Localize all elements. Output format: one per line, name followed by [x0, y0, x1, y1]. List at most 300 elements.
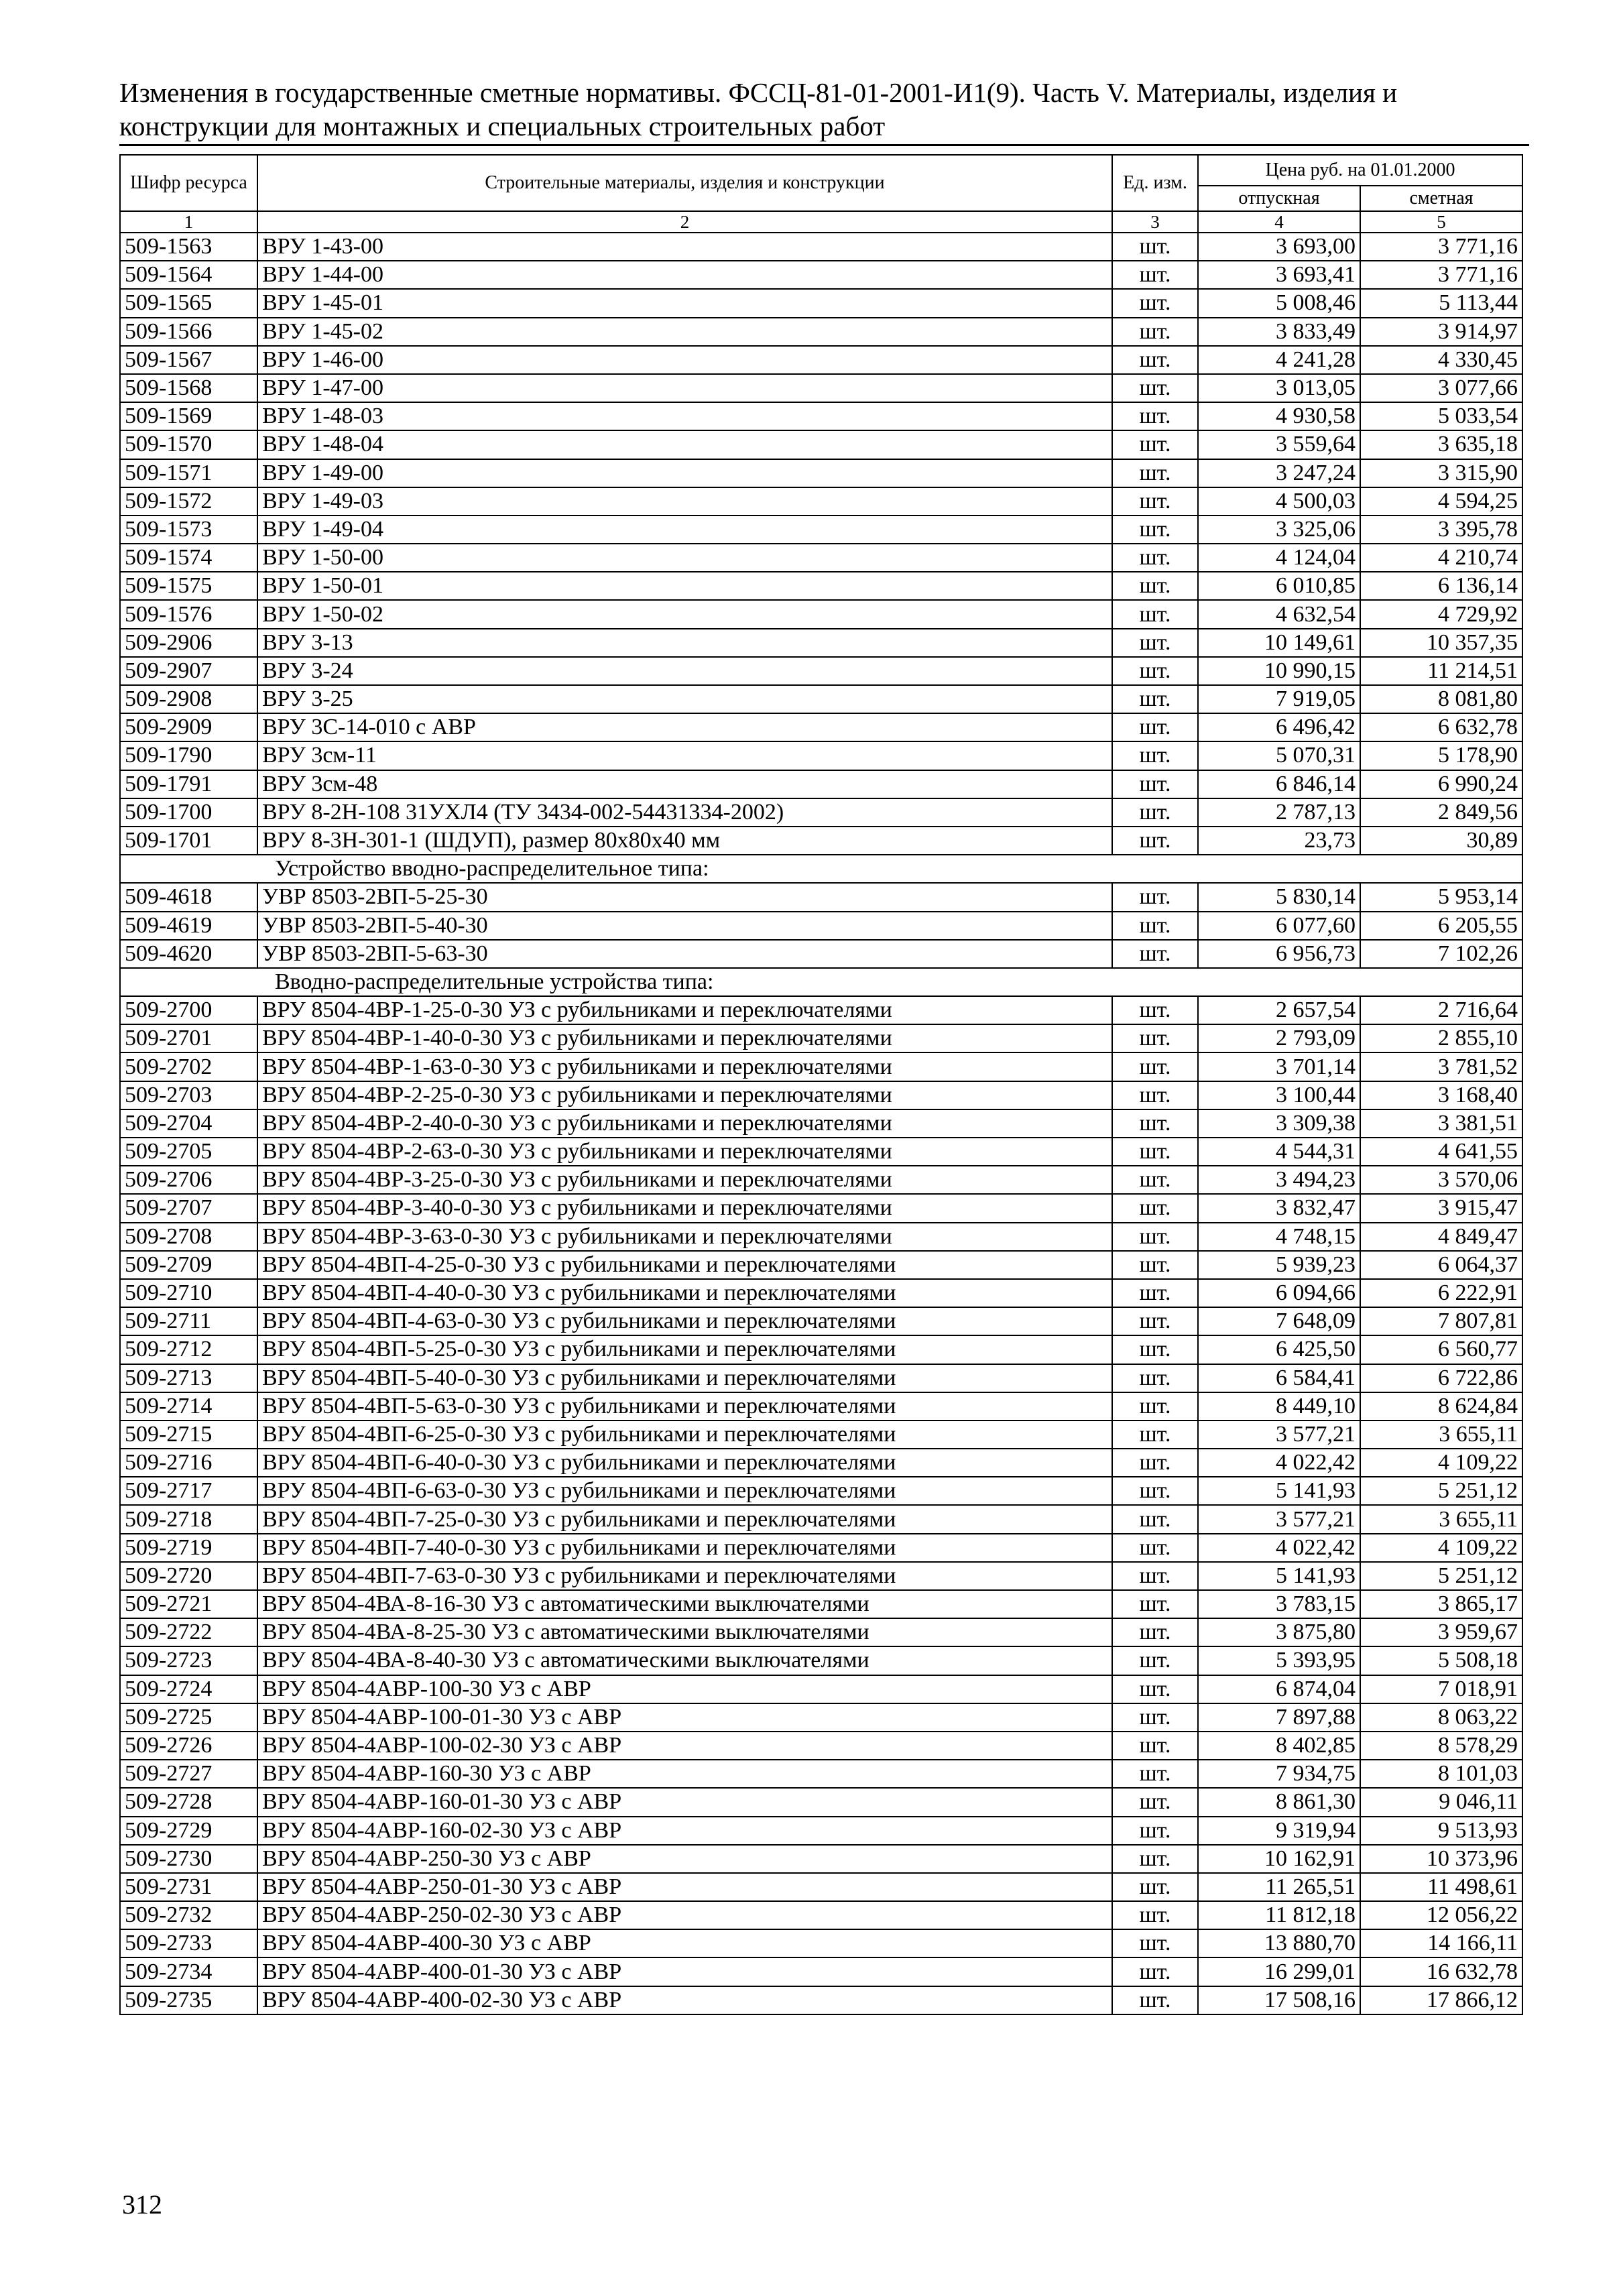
- resource-code-cell: 509-1573: [120, 516, 257, 544]
- unit-cell: шт.: [1112, 1788, 1198, 1816]
- table-row: [120, 1024, 1522, 1052]
- material-name-cell: ВРУ 8504-4ВП-4-40-0-30 УЗ с рубильниками и переключателями: [257, 1279, 1112, 1307]
- col-number: 4: [1198, 211, 1360, 233]
- table-row: [120, 1335, 1522, 1364]
- unit-cell: шт.: [1112, 1817, 1198, 1845]
- table-row: [120, 940, 1522, 968]
- unit-cell: шт.: [1112, 1223, 1198, 1251]
- material-name-cell: ВРУ 8504-4ВП-7-63-0-30 УЗ с рубильниками и переключателями: [257, 1562, 1112, 1590]
- unit-cell: шт.: [1112, 487, 1198, 516]
- resource-code-cell: 509-2712: [120, 1335, 257, 1364]
- estimate-price-cell: 2 855,10: [1360, 1024, 1522, 1052]
- unit-cell: шт.: [1112, 1081, 1198, 1109]
- table-row: [120, 996, 1522, 1024]
- resource-code-cell: 509-2732: [120, 1901, 257, 1929]
- release-price-cell: 3 701,14: [1198, 1052, 1360, 1081]
- unit-cell: шт.: [1112, 1675, 1198, 1703]
- estimate-price-cell: 3 077,66: [1360, 374, 1522, 402]
- release-price-cell: 4 748,15: [1198, 1223, 1360, 1251]
- resource-code-cell: 509-2703: [120, 1081, 257, 1109]
- table-row: [120, 912, 1522, 940]
- unit-cell: шт.: [1112, 1392, 1198, 1421]
- material-name-cell: ВРУ 1-49-04: [257, 516, 1112, 544]
- release-price-cell: 4 632,54: [1198, 600, 1360, 628]
- resource-code-cell: 509-2718: [120, 1505, 257, 1533]
- table-row: [120, 629, 1522, 657]
- resource-code-cell: 509-1566: [120, 318, 257, 346]
- release-price-cell: 3 247,24: [1198, 459, 1360, 487]
- estimate-price-cell: 3 655,11: [1360, 1505, 1522, 1533]
- page-header: [119, 76, 1527, 143]
- release-price-cell: 5 070,31: [1198, 741, 1360, 770]
- col-number: 1: [120, 211, 257, 233]
- table-row: [120, 1279, 1522, 1307]
- unit-cell: шт.: [1112, 402, 1198, 430]
- material-name-cell: ВРУ 8504-4ВП-6-40-0-30 УЗ с рубильниками и переключателями: [257, 1449, 1112, 1477]
- table-row: [120, 1307, 1522, 1335]
- table-row: [120, 1817, 1522, 1845]
- resource-code-cell: 509-2721: [120, 1590, 257, 1618]
- resource-code-cell: 509-4620: [120, 940, 257, 968]
- resource-code-cell: 509-2700: [120, 996, 257, 1024]
- table-row: [120, 741, 1522, 770]
- resource-code-cell: 509-2715: [120, 1421, 257, 1449]
- release-price-cell: 10 990,15: [1198, 657, 1360, 685]
- unit-cell: шт.: [1112, 1732, 1198, 1760]
- resource-code-cell: 509-1571: [120, 459, 257, 487]
- page-number: 312: [122, 2189, 162, 2220]
- release-price-cell: 10 149,61: [1198, 629, 1360, 657]
- table-row: [120, 1449, 1522, 1477]
- table-row: [120, 374, 1522, 402]
- resource-code-cell: 509-1791: [120, 770, 257, 798]
- estimate-price-cell: 8 624,84: [1360, 1392, 1522, 1421]
- unit-cell: шт.: [1112, 996, 1198, 1024]
- material-name-cell: ВРУ 1-50-02: [257, 600, 1112, 628]
- unit-cell: шт.: [1112, 1646, 1198, 1675]
- release-price-cell: 3 577,21: [1198, 1505, 1360, 1533]
- resource-code-cell: 509-1575: [120, 572, 257, 600]
- material-name-cell: ВРУ 8504-4АВР-160-01-30 УЗ с АВР: [257, 1788, 1112, 1816]
- release-price-cell: 6 094,66: [1198, 1279, 1360, 1307]
- material-name-cell: ВРУ 8504-4АВР-400-01-30 УЗ с АВР: [257, 1957, 1112, 1986]
- resource-code-cell: 509-2702: [120, 1052, 257, 1081]
- table-row: [120, 1251, 1522, 1279]
- table-row: [120, 1109, 1522, 1138]
- col-unit-header: Ед. изм.: [1112, 155, 1198, 211]
- estimate-price-cell: 6 722,86: [1360, 1364, 1522, 1392]
- estimate-price-cell: 6 990,24: [1360, 770, 1522, 798]
- unit-cell: шт.: [1112, 1873, 1198, 1901]
- estimate-price-cell: 7 018,91: [1360, 1675, 1522, 1703]
- material-name-cell: ВРУ 8504-4ВР-2-25-0-30 УЗ с рубильниками и переключателями: [257, 1081, 1112, 1109]
- material-name-cell: ВРУ 1-47-00: [257, 374, 1112, 402]
- unit-cell: шт.: [1112, 713, 1198, 741]
- resource-code-cell: 509-2735: [120, 1986, 257, 2014]
- col-number: 5: [1360, 211, 1522, 233]
- unit-cell: шт.: [1112, 289, 1198, 317]
- material-name-cell: ВРУ 1-50-01: [257, 572, 1112, 600]
- unit-cell: шт.: [1112, 1590, 1198, 1618]
- resource-code-cell: 509-2908: [120, 685, 257, 713]
- material-name-cell: ВРУ 8504-4ВП-7-40-0-30 УЗ с рубильниками и переключателями: [257, 1534, 1112, 1562]
- unit-cell: шт.: [1112, 1760, 1198, 1788]
- release-price-cell: 13 880,70: [1198, 1929, 1360, 1957]
- material-name-cell: ВРУ 8504-4АВР-250-01-30 УЗ с АВР: [257, 1873, 1112, 1901]
- estimate-price-cell: 4 109,22: [1360, 1449, 1522, 1477]
- unit-cell: шт.: [1112, 1251, 1198, 1279]
- resource-code-cell: 509-1569: [120, 402, 257, 430]
- table-row: [120, 572, 1522, 600]
- material-name-cell: ВРУ 1-49-00: [257, 459, 1112, 487]
- release-price-cell: 8 449,10: [1198, 1392, 1360, 1421]
- table-row: [120, 459, 1522, 487]
- unit-cell: шт.: [1112, 1335, 1198, 1364]
- release-price-cell: 2 657,54: [1198, 996, 1360, 1024]
- table-row: [120, 770, 1522, 798]
- resource-code-cell: 509-1790: [120, 741, 257, 770]
- table-row: [120, 827, 1522, 855]
- material-name-cell: ВРУ 8504-4ВР-3-63-0-30 УЗ с рубильниками и переключателями: [257, 1223, 1112, 1251]
- release-price-cell: 4 500,03: [1198, 487, 1360, 516]
- release-price-cell: 11 812,18: [1198, 1901, 1360, 1929]
- resource-code-cell: 509-2733: [120, 1929, 257, 1957]
- material-name-cell: ВРУ 3С-14-010 с АВР: [257, 713, 1112, 741]
- estimate-price-cell: 5 953,14: [1360, 883, 1522, 911]
- material-name-cell: ВРУ 3-24: [257, 657, 1112, 685]
- release-price-cell: 3 783,15: [1198, 1590, 1360, 1618]
- table-body: [120, 233, 1522, 2014]
- estimate-price-cell: 7 102,26: [1360, 940, 1522, 968]
- release-price-cell: 10 162,91: [1198, 1845, 1360, 1873]
- estimate-price-cell: 9 046,11: [1360, 1788, 1522, 1816]
- estimate-price-cell: 4 109,22: [1360, 1534, 1522, 1562]
- material-name-cell: ВРУ 8504-4ВП-5-40-0-30 УЗ с рубильниками и переключателями: [257, 1364, 1112, 1392]
- unit-cell: шт.: [1112, 940, 1198, 968]
- estimate-price-cell: 4 210,74: [1360, 544, 1522, 572]
- release-price-cell: 6 496,42: [1198, 713, 1360, 741]
- col-release-header: отпускная: [1198, 186, 1360, 211]
- release-price-cell: 4 022,42: [1198, 1449, 1360, 1477]
- material-name-cell: ВРУ 8504-4АВР-400-02-30 УЗ с АВР: [257, 1986, 1112, 2014]
- header-line-1: Изменения в государственные сметные нормативы. ФССЦ-81-01-2001-И1(9). Часть V. Материалы, изделия и: [119, 77, 1398, 108]
- material-name-cell: ВРУ 8504-4ВР-1-63-0-30 УЗ с рубильниками и переключателями: [257, 1052, 1112, 1081]
- estimate-price-cell: 3 959,67: [1360, 1618, 1522, 1646]
- release-price-cell: 17 508,16: [1198, 1986, 1360, 2014]
- unit-cell: шт.: [1112, 1194, 1198, 1222]
- release-price-cell: 6 846,14: [1198, 770, 1360, 798]
- material-name-cell: ВРУ 1-49-03: [257, 487, 1112, 516]
- material-name-cell: ВРУ 8504-4ВР-3-25-0-30 УЗ с рубильниками и переключателями: [257, 1166, 1112, 1194]
- release-price-cell: 3 832,47: [1198, 1194, 1360, 1222]
- unit-cell: шт.: [1112, 827, 1198, 855]
- release-price-cell: 5 830,14: [1198, 883, 1360, 911]
- unit-cell: шт.: [1112, 346, 1198, 374]
- unit-cell: шт.: [1112, 685, 1198, 713]
- resource-code-cell: 509-2707: [120, 1194, 257, 1222]
- resource-code-cell: 509-2710: [120, 1279, 257, 1307]
- estimate-price-cell: 3 914,97: [1360, 318, 1522, 346]
- estimate-price-cell: 4 849,47: [1360, 1223, 1522, 1251]
- unit-cell: шт.: [1112, 233, 1198, 261]
- unit-cell: шт.: [1112, 516, 1198, 544]
- release-price-cell: 3 013,05: [1198, 374, 1360, 402]
- release-price-cell: 16 299,01: [1198, 1957, 1360, 1986]
- unit-cell: шт.: [1112, 1929, 1198, 1957]
- col-number: 3: [1112, 211, 1198, 233]
- release-price-cell: 3 494,23: [1198, 1166, 1360, 1194]
- release-price-cell: 6 077,60: [1198, 912, 1360, 940]
- table-row: [120, 1675, 1522, 1703]
- resource-code-cell: 509-2727: [120, 1760, 257, 1788]
- resource-code-cell: 509-1570: [120, 430, 257, 459]
- release-price-cell: 5 393,95: [1198, 1646, 1360, 1675]
- estimate-price-cell: 4 641,55: [1360, 1138, 1522, 1166]
- release-price-cell: 3 309,38: [1198, 1109, 1360, 1138]
- resource-code-cell: 509-2720: [120, 1562, 257, 1590]
- resource-code-cell: 509-2705: [120, 1138, 257, 1166]
- resource-code-cell: 509-1700: [120, 798, 257, 827]
- estimate-price-cell: 5 033,54: [1360, 402, 1522, 430]
- material-name-cell: ВРУ 8504-4АВР-250-02-30 УЗ с АВР: [257, 1901, 1112, 1929]
- material-name-cell: ВРУ 1-45-01: [257, 289, 1112, 317]
- release-price-cell: 3 559,64: [1198, 430, 1360, 459]
- material-name-cell: ВРУ 8-2Н-108 31УХЛ4 (ТУ 3434-002-54431334-2002): [257, 798, 1112, 827]
- material-name-cell: ВРУ 8504-4ВР-2-63-0-30 УЗ с рубильниками и переключателями: [257, 1138, 1112, 1166]
- table-row: [120, 544, 1522, 572]
- table-row: [120, 1194, 1522, 1222]
- release-price-cell: 6 956,73: [1198, 940, 1360, 968]
- material-name-cell: ВРУ 8504-4ВР-3-40-0-30 УЗ с рубильниками и переключателями: [257, 1194, 1112, 1222]
- resource-code-cell: 509-2719: [120, 1534, 257, 1562]
- resource-code-cell: 509-1565: [120, 289, 257, 317]
- release-price-cell: 4 124,04: [1198, 544, 1360, 572]
- resource-code-cell: 509-2704: [120, 1109, 257, 1138]
- estimate-price-cell: 11 214,51: [1360, 657, 1522, 685]
- resource-code-cell: 509-2728: [120, 1788, 257, 1816]
- table-row: [120, 318, 1522, 346]
- estimate-price-cell: 17 866,12: [1360, 1986, 1522, 2014]
- unit-cell: шт.: [1112, 657, 1198, 685]
- table-row: [120, 1534, 1522, 1562]
- resource-code-cell: 509-2706: [120, 1166, 257, 1194]
- table-row: [120, 1703, 1522, 1732]
- unit-cell: шт.: [1112, 1505, 1198, 1533]
- table-row: [120, 1646, 1522, 1675]
- release-price-cell: 5 141,93: [1198, 1562, 1360, 1590]
- estimate-price-cell: 16 632,78: [1360, 1957, 1522, 1986]
- material-name-cell: ВРУ 8504-4ВР-1-25-0-30 УЗ с рубильниками и переключателями: [257, 996, 1112, 1024]
- unit-cell: шт.: [1112, 374, 1198, 402]
- resource-code-cell: 509-2701: [120, 1024, 257, 1052]
- release-price-cell: 11 265,51: [1198, 1873, 1360, 1901]
- table-row: [120, 1873, 1522, 1901]
- material-name-cell: ВРУ 8504-4ВП-6-25-0-30 УЗ с рубильниками и переключателями: [257, 1421, 1112, 1449]
- release-price-cell: 3 833,49: [1198, 318, 1360, 346]
- material-name-cell: ВРУ 8504-4ВП-7-25-0-30 УЗ с рубильниками и переключателями: [257, 1505, 1112, 1533]
- resource-code-cell: 509-1564: [120, 261, 257, 289]
- table-row: [120, 657, 1522, 685]
- unit-cell: шт.: [1112, 741, 1198, 770]
- material-name-cell: ВРУ 8504-4АВР-160-02-30 УЗ с АВР: [257, 1817, 1112, 1845]
- release-price-cell: 6 010,85: [1198, 572, 1360, 600]
- estimate-price-cell: 3 915,47: [1360, 1194, 1522, 1222]
- table-row: [120, 1590, 1522, 1618]
- material-name-cell: ВРУ 8504-4АВР-100-30 УЗ с АВР: [257, 1675, 1112, 1703]
- release-price-cell: 2 787,13: [1198, 798, 1360, 827]
- resource-code-cell: 509-2722: [120, 1618, 257, 1646]
- table-row: [120, 1392, 1522, 1421]
- resource-code-cell: 509-4619: [120, 912, 257, 940]
- material-name-cell: ВРУ 8504-4ВА-8-25-30 УЗ с автоматическими выключателями: [257, 1618, 1112, 1646]
- estimate-price-cell: 8 063,22: [1360, 1703, 1522, 1732]
- release-price-cell: 23,73: [1198, 827, 1360, 855]
- resource-code-cell: 509-2730: [120, 1845, 257, 1873]
- resource-code-cell: 509-4618: [120, 883, 257, 911]
- unit-cell: шт.: [1112, 1957, 1198, 1986]
- estimate-price-cell: 11 498,61: [1360, 1873, 1522, 1901]
- estimate-price-cell: 5 113,44: [1360, 289, 1522, 317]
- material-name-cell: ВРУ 1-48-04: [257, 430, 1112, 459]
- col-price-header: Цена руб. на 01.01.2000: [1198, 155, 1522, 186]
- estimate-price-cell: 5 178,90: [1360, 741, 1522, 770]
- table-row: [120, 1929, 1522, 1957]
- table-row: [120, 713, 1522, 741]
- estimate-price-cell: 9 513,93: [1360, 1817, 1522, 1845]
- section-title: Вводно-распределительные устройства типа:: [120, 968, 1522, 996]
- estimate-price-cell: 6 632,78: [1360, 713, 1522, 741]
- release-price-cell: 7 934,75: [1198, 1760, 1360, 1788]
- resource-code-cell: 509-2723: [120, 1646, 257, 1675]
- resource-code-cell: 509-1572: [120, 487, 257, 516]
- estimate-price-cell: 4 729,92: [1360, 600, 1522, 628]
- unit-cell: шт.: [1112, 1421, 1198, 1449]
- material-name-cell: ВРУ 8504-4ВА-8-16-30 УЗ с автоматическими выключателями: [257, 1590, 1112, 1618]
- release-price-cell: 3 100,44: [1198, 1081, 1360, 1109]
- unit-cell: шт.: [1112, 600, 1198, 628]
- estimate-price-cell: 8 578,29: [1360, 1732, 1522, 1760]
- estimate-price-cell: 3 635,18: [1360, 430, 1522, 459]
- resource-code-cell: 509-1563: [120, 233, 257, 261]
- table-row: [120, 1788, 1522, 1816]
- material-name-cell: ВРУ 8504-4ВР-2-40-0-30 УЗ с рубильниками и переключателями: [257, 1109, 1112, 1138]
- unit-cell: шт.: [1112, 1562, 1198, 1590]
- estimate-price-cell: 3 865,17: [1360, 1590, 1522, 1618]
- price-table: [119, 154, 1523, 2015]
- section-row: [120, 855, 1522, 883]
- estimate-price-cell: 4 330,45: [1360, 346, 1522, 374]
- table-row: [120, 233, 1522, 261]
- release-price-cell: 5 008,46: [1198, 289, 1360, 317]
- resource-code-cell: 509-2713: [120, 1364, 257, 1392]
- release-price-cell: 3 577,21: [1198, 1421, 1360, 1449]
- release-price-cell: 3 693,00: [1198, 233, 1360, 261]
- estimate-price-cell: 5 251,12: [1360, 1477, 1522, 1505]
- table-row: [120, 685, 1522, 713]
- estimate-price-cell: 3 381,51: [1360, 1109, 1522, 1138]
- material-name-cell: ВРУ 8504-4ВА-8-40-30 УЗ с автоматическими выключателями: [257, 1646, 1112, 1675]
- resource-code-cell: 509-2907: [120, 657, 257, 685]
- material-name-cell: ВРУ 8504-4АВР-250-30 УЗ с АВР: [257, 1845, 1112, 1873]
- release-price-cell: 3 325,06: [1198, 516, 1360, 544]
- unit-cell: шт.: [1112, 1901, 1198, 1929]
- unit-cell: шт.: [1112, 1618, 1198, 1646]
- release-price-cell: 4 022,42: [1198, 1534, 1360, 1562]
- table-row: [120, 1760, 1522, 1788]
- unit-cell: шт.: [1112, 1986, 1198, 2014]
- release-price-cell: 6 874,04: [1198, 1675, 1360, 1703]
- material-name-cell: ВРУ 8504-4АВР-400-30 УЗ с АВР: [257, 1929, 1112, 1957]
- estimate-price-cell: 5 251,12: [1360, 1562, 1522, 1590]
- estimate-price-cell: 3 655,11: [1360, 1421, 1522, 1449]
- table-row: [120, 1957, 1522, 1986]
- release-price-cell: 6 425,50: [1198, 1335, 1360, 1364]
- table-row: [120, 1166, 1522, 1194]
- table-row: [120, 798, 1522, 827]
- estimate-price-cell: 6 136,14: [1360, 572, 1522, 600]
- col-code-header: Шифр ресурса: [120, 155, 257, 211]
- estimate-price-cell: 8 101,03: [1360, 1760, 1522, 1788]
- estimate-price-cell: 3 168,40: [1360, 1081, 1522, 1109]
- estimate-price-cell: 2 849,56: [1360, 798, 1522, 827]
- resource-code-cell: 509-1567: [120, 346, 257, 374]
- col-number: 2: [257, 211, 1112, 233]
- estimate-price-cell: 30,89: [1360, 827, 1522, 855]
- table-row: [120, 1732, 1522, 1760]
- estimate-price-cell: 6 560,77: [1360, 1335, 1522, 1364]
- material-name-cell: ВРУ 1-43-00: [257, 233, 1112, 261]
- material-name-cell: ВРУ 3-25: [257, 685, 1112, 713]
- resource-code-cell: 509-2906: [120, 629, 257, 657]
- table-row: [120, 1138, 1522, 1166]
- unit-cell: шт.: [1112, 1109, 1198, 1138]
- release-price-cell: 8 861,30: [1198, 1788, 1360, 1816]
- col-name-header: Строительные материалы, изделия и конструкции: [257, 155, 1112, 211]
- unit-cell: шт.: [1112, 544, 1198, 572]
- material-name-cell: ВРУ 1-45-02: [257, 318, 1112, 346]
- table-row: [120, 1223, 1522, 1251]
- unit-cell: шт.: [1112, 883, 1198, 911]
- table-row: [120, 600, 1522, 628]
- release-price-cell: 9 319,94: [1198, 1817, 1360, 1845]
- table-row: [120, 346, 1522, 374]
- unit-cell: шт.: [1112, 1138, 1198, 1166]
- unit-cell: шт.: [1112, 1024, 1198, 1052]
- material-name-cell: ВРУ 8504-4ВР-1-40-0-30 УЗ с рубильниками и переключателями: [257, 1024, 1112, 1052]
- resource-code-cell: 509-1576: [120, 600, 257, 628]
- estimate-price-cell: 3 570,06: [1360, 1166, 1522, 1194]
- unit-cell: шт.: [1112, 572, 1198, 600]
- resource-code-cell: 509-2726: [120, 1732, 257, 1760]
- material-name-cell: ВРУ 8504-4ВП-5-63-0-30 УЗ с рубильниками и переключателями: [257, 1392, 1112, 1421]
- material-name-cell: ВРУ 8504-4ВП-4-63-0-30 УЗ с рубильниками и переключателями: [257, 1307, 1112, 1335]
- table-row: [120, 1618, 1522, 1646]
- unit-cell: шт.: [1112, 430, 1198, 459]
- material-name-cell: УВР 8503-2ВП-5-25-30: [257, 883, 1112, 911]
- material-name-cell: ВРУ 8504-4АВР-160-30 УЗ с АВР: [257, 1760, 1112, 1788]
- table-row: [120, 1562, 1522, 1590]
- release-price-cell: 3 693,41: [1198, 261, 1360, 289]
- release-price-cell: 8 402,85: [1198, 1732, 1360, 1760]
- material-name-cell: ВРУ 8504-4ВП-5-25-0-30 УЗ с рубильниками и переключателями: [257, 1335, 1112, 1364]
- table-row: [120, 516, 1522, 544]
- table-row: [120, 1421, 1522, 1449]
- unit-cell: шт.: [1112, 1279, 1198, 1307]
- unit-cell: шт.: [1112, 459, 1198, 487]
- material-name-cell: ВРУ 3см-48: [257, 770, 1112, 798]
- unit-cell: шт.: [1112, 1703, 1198, 1732]
- unit-cell: шт.: [1112, 1052, 1198, 1081]
